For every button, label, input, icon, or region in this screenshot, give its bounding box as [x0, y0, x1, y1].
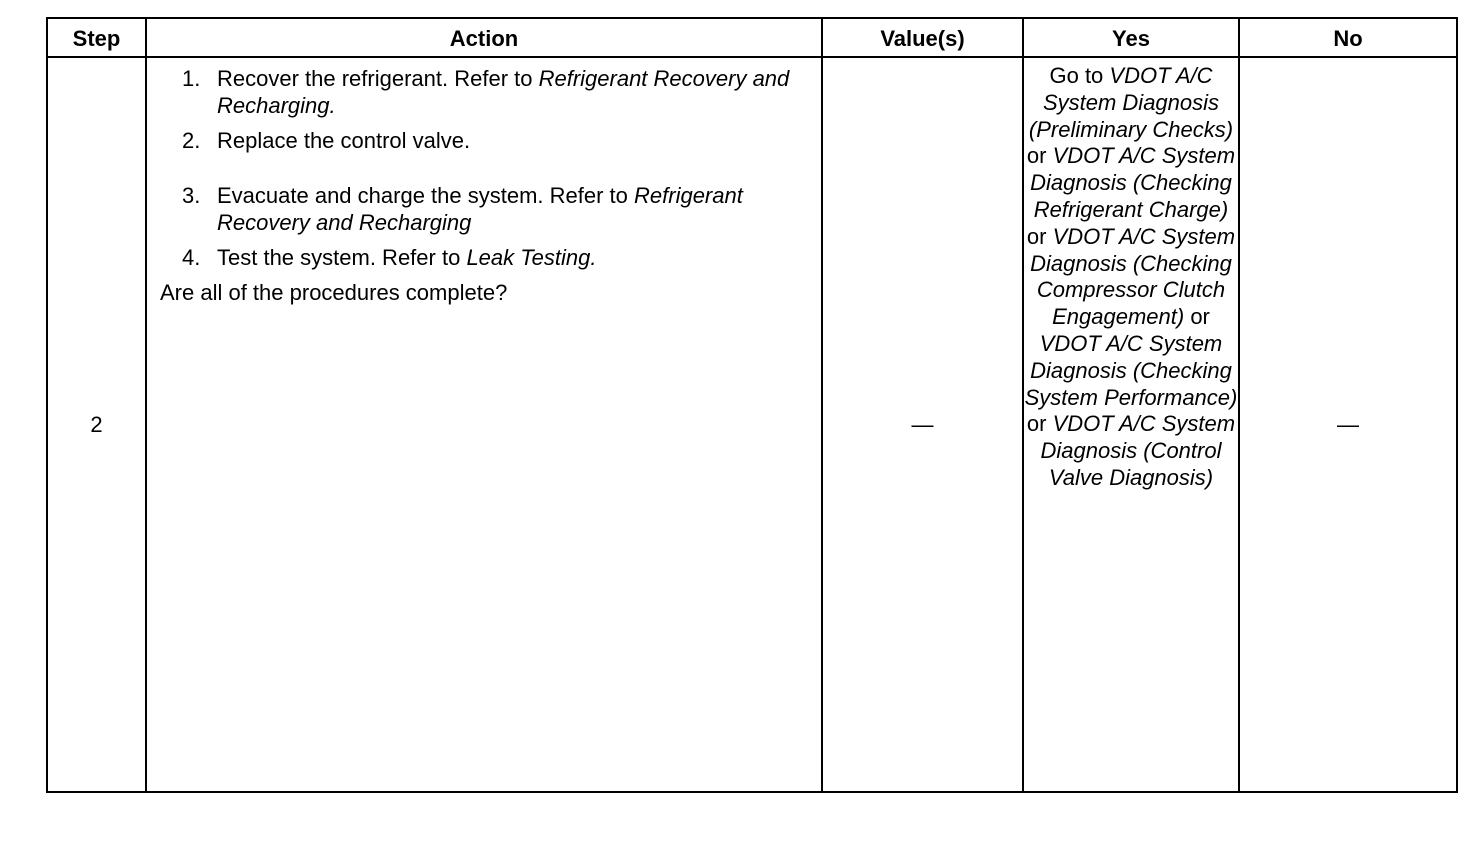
yes-cell: [1023, 57, 1239, 792]
header-row: [47, 18, 1457, 57]
values-cell: —: [822, 57, 1023, 792]
yes-or: or: [1184, 304, 1210, 330]
header-no: No: [1239, 18, 1457, 57]
header-action: Action: [146, 18, 822, 57]
item-text: Evacuate and charge the system. Refer to: [217, 183, 635, 208]
item-reference: Refrigerant Recovery and Recharging: [217, 183, 743, 235]
yes-reference-control-valve: VDOT A/C System Diagnosis (Control Valve Diagnosis): [1040, 411, 1236, 490]
header-values: Value(s): [822, 18, 1023, 57]
item-number: 2.: [182, 128, 201, 153]
step-cell: 2: [47, 57, 146, 792]
item-reference: Leak Testing.: [466, 245, 597, 270]
no-cell: —: [1239, 57, 1457, 792]
item-reference: Refrigerant Recovery and Recharging.: [217, 66, 790, 118]
item-text: Recover the refrigerant. Refer to: [217, 66, 539, 91]
header-step: Step: [47, 18, 146, 57]
item-text: Replace the control valve.: [217, 128, 471, 153]
action-cell: [146, 57, 822, 792]
yes-reference-system-performance: VDOT A/C System Diagnosis (Checking System Performance): [1024, 330, 1238, 410]
list-item: [147, 127, 821, 154]
yes-reference-clutch-engagement: VDOT A/C System Diagnosis (Checking Compressor Clutch Engagement): [1030, 223, 1236, 330]
action-list: [147, 65, 821, 271]
item-number: 4.: [182, 245, 201, 270]
item-text: Test the system. Refer to: [217, 245, 467, 270]
action-question: Are all of the procedures complete?: [160, 280, 508, 305]
yes-reference-preliminary-checks: VDOT A/C System Diagnosis (Preliminary Checks): [1028, 63, 1234, 142]
item-number: 1.: [182, 66, 201, 91]
yes-or: or: [1026, 143, 1053, 169]
yes-reference-refrigerant-charge: VDOT A/C System Diagnosis (Checking Refrigerant Charge): [1030, 143, 1236, 222]
table-row: [47, 57, 1457, 792]
header-yes: Yes: [1023, 18, 1239, 57]
list-item: [147, 65, 821, 119]
yes-prefix: Go to: [1049, 63, 1110, 88]
diagnostic-table: [46, 17, 1458, 793]
list-item: [147, 182, 821, 236]
yes-or: or: [1026, 223, 1053, 249]
item-number: 3.: [182, 183, 201, 208]
list-item: [147, 244, 821, 271]
yes-or: or: [1026, 411, 1053, 437]
